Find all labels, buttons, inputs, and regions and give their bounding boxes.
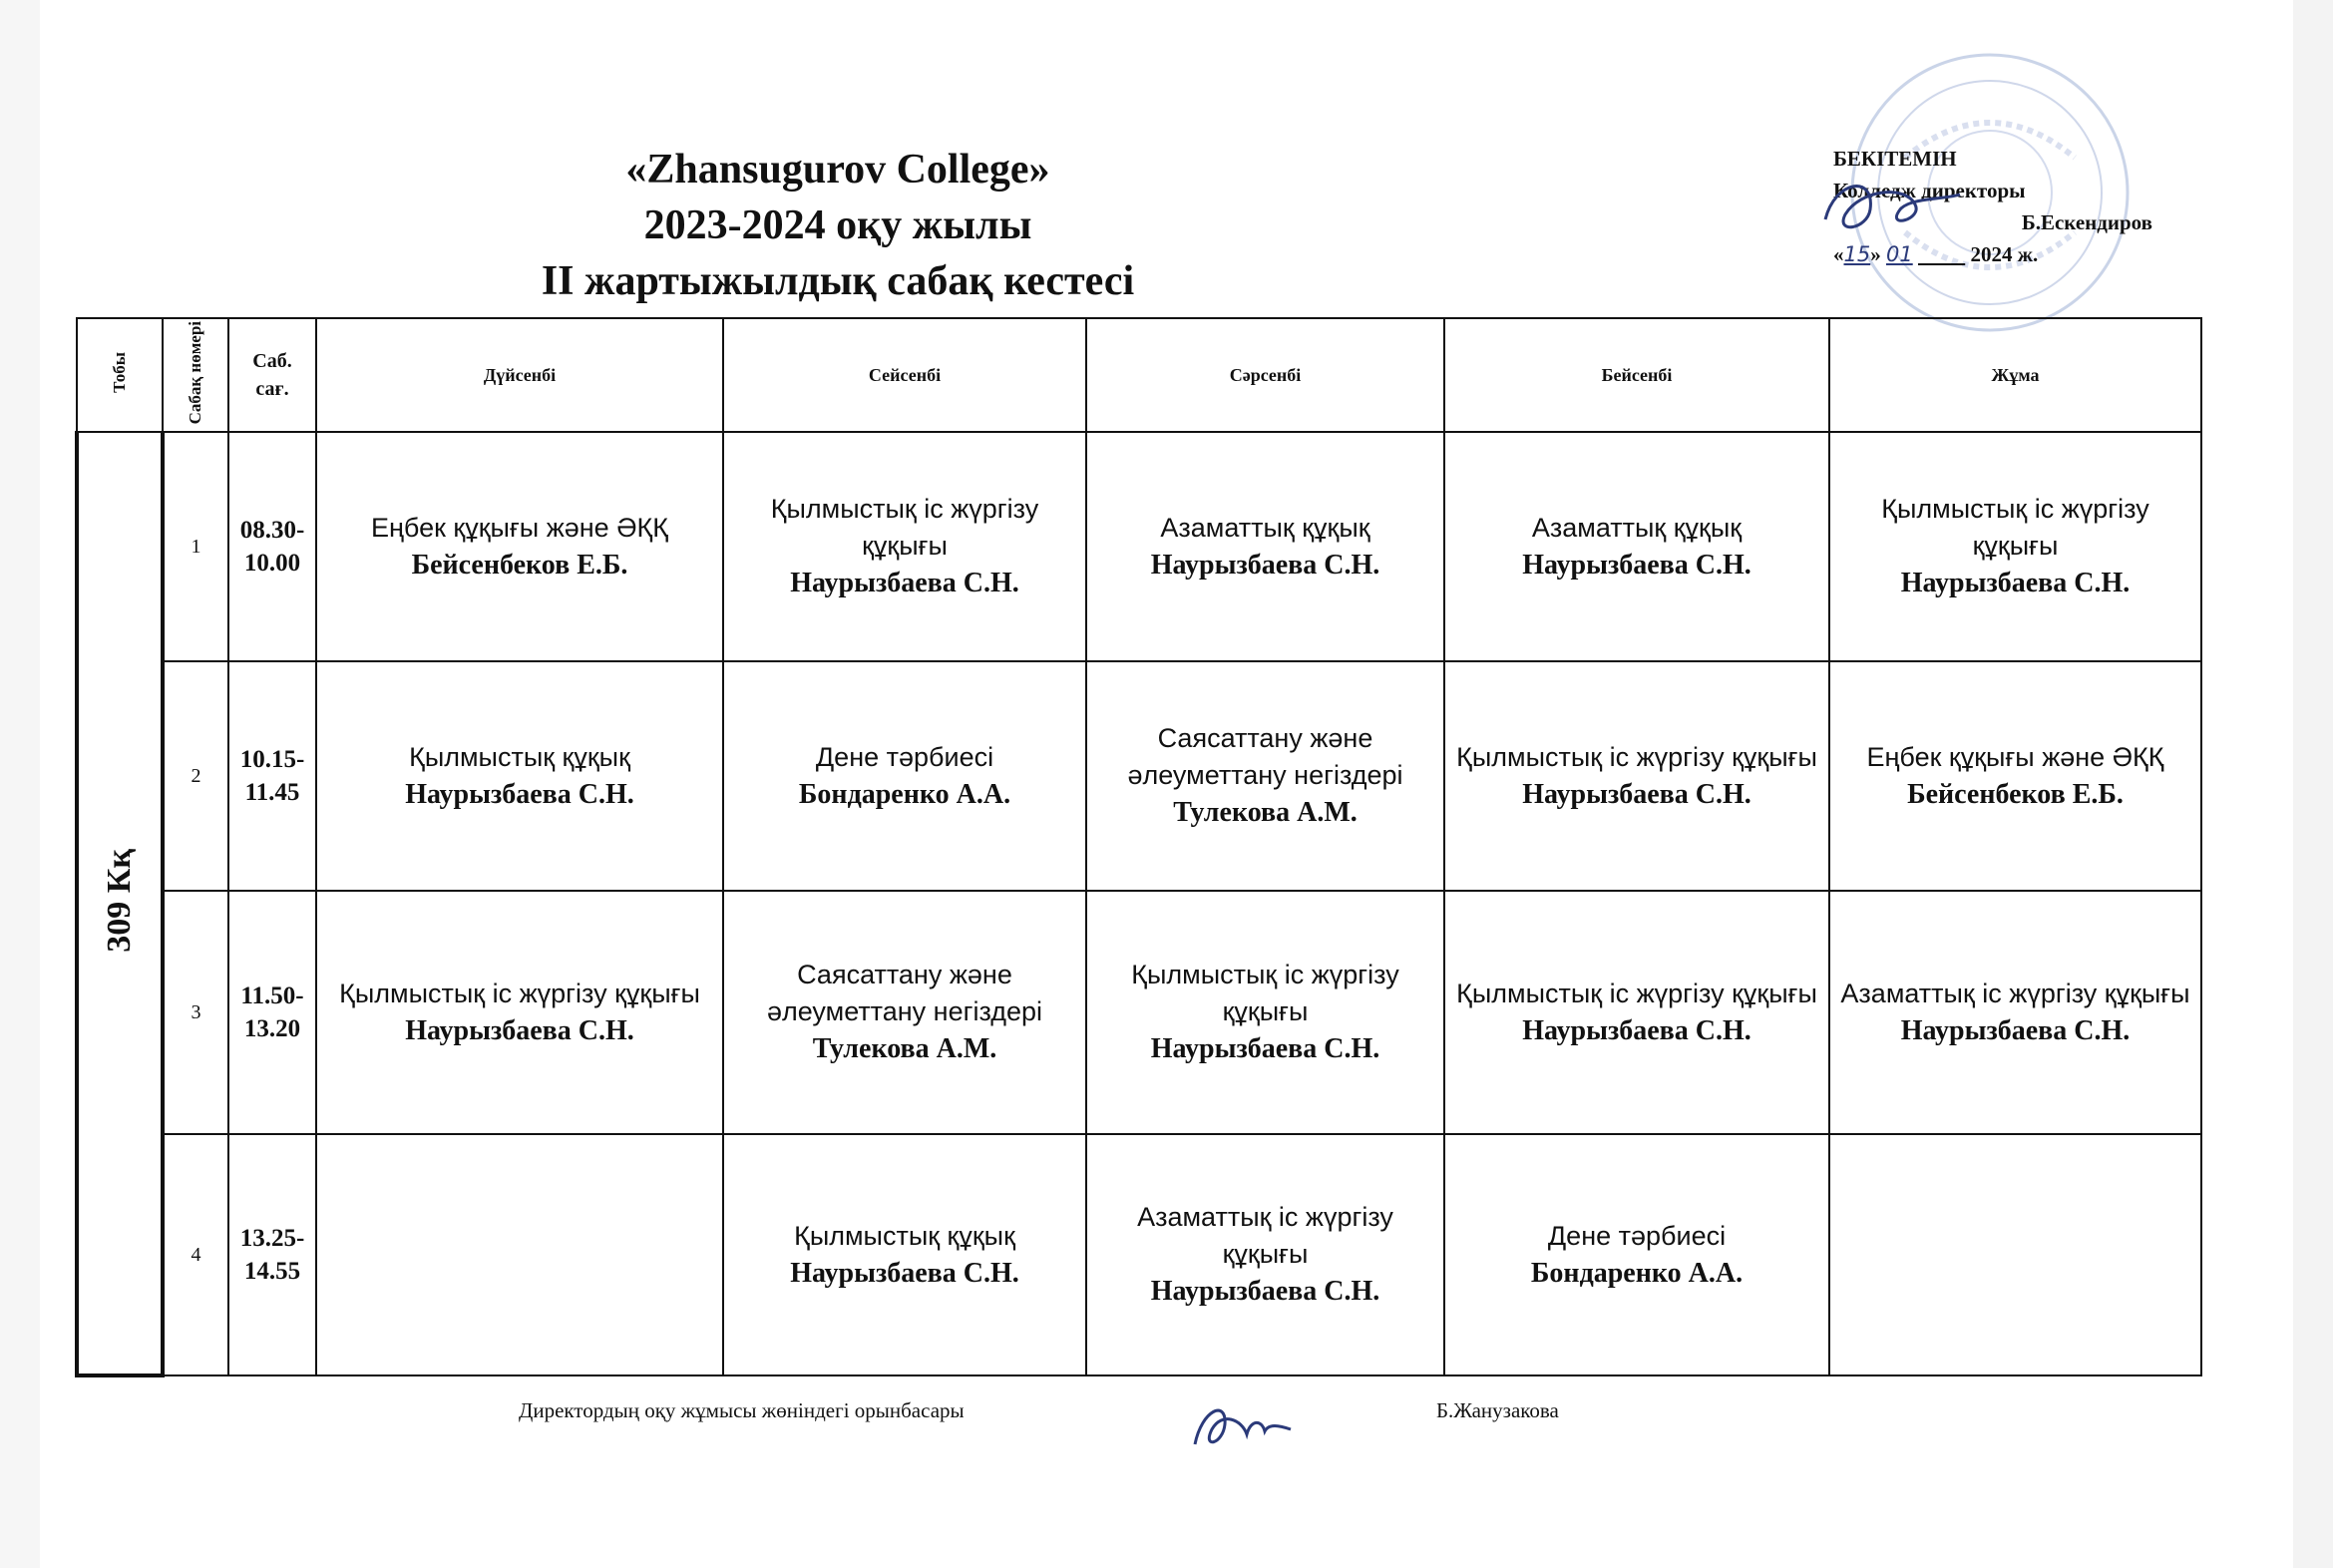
scan-border-right — [2293, 0, 2333, 1568]
schedule-cell: Еңбек құқығы және ӘҚҚ Бейсенбеков Е.Б. — [316, 432, 723, 661]
schedule-cell: Саясаттану және әлеуметтану негіздері Тулекова А.М. — [723, 891, 1086, 1134]
col-header-hours: Саб. сағ. — [228, 318, 316, 432]
schedule-cell: Азаматтық құқық Наурызбаева С.Н. — [1444, 432, 1829, 661]
deputy-name: Б.Жанузакова — [1436, 1398, 1559, 1422]
schedule-cell: Еңбек құқығы және ӘҚҚ Бейсенбеков Е.Б. — [1829, 661, 2201, 891]
group-cell — [77, 432, 163, 1375]
schedule-cell: Азаматтық іс жүргізу құқығы Наурызбаева С.Н. — [1086, 1134, 1444, 1375]
lesson-number: 1 — [163, 432, 228, 661]
table-row — [77, 1134, 2201, 1375]
lesson-time: 13.25-14.55 — [228, 1134, 316, 1375]
deputy-position: Директордың оқу жұмысы жөніндегі орынбасары — [519, 1398, 965, 1422]
lesson-number: 4 — [163, 1134, 228, 1375]
schedule-cell — [316, 1134, 723, 1375]
approval-title: БЕКІТЕМІН — [1833, 147, 1957, 171]
date-month: 01 — [1885, 242, 1913, 266]
semester-title: II жартыжылдық сабақ кестесі — [541, 258, 1135, 304]
group-name: 309 Кқ — [101, 849, 138, 953]
schedule-cell: Қылмыстық іс жүргізу құқығы Наурызбаева С.Н. — [316, 891, 723, 1134]
schedule-cell: Дене тәрбиесі Бондаренко А.А. — [1444, 1134, 1829, 1375]
col-header-wednesday: Сәрсенбі — [1086, 318, 1444, 432]
lesson-time: 11.50-13.20 — [228, 891, 316, 1134]
document-title — [459, 142, 1217, 309]
lesson-number: 2 — [163, 661, 228, 891]
schedule-cell: Саясаттану және әлеуметтану негіздері Тулекова А.М. — [1086, 661, 1444, 891]
scan-border-left — [0, 0, 40, 1568]
schedule-cell: Азаматтық құқық Наурызбаева С.Н. — [1086, 432, 1444, 661]
date-day: 15 — [1843, 242, 1871, 266]
schedule-cell: Қылмыстық іс жүргізу құқығы Наурызбаева С.Н. — [1444, 661, 1829, 891]
schedule-cell: Қылмыстық құқық Наурызбаева С.Н. — [723, 1134, 1086, 1375]
table-row — [77, 891, 2201, 1134]
table-row — [77, 661, 2201, 891]
approval-director-name: Б.Ескендиров — [2021, 210, 2152, 234]
schedule-cell: Қылмыстық құқық Наурызбаева С.Н. — [316, 661, 723, 891]
approval-date: «15» 01 2024 ж. — [1833, 242, 2039, 266]
col-header-thursday: Бейсенбі — [1444, 318, 1829, 432]
table-row — [77, 432, 2201, 661]
header-row — [77, 318, 2201, 432]
schedule-cell: Қылмыстық іс жүргізу құқығы Наурызбаева С.Н. — [1086, 891, 1444, 1134]
approval-position: Колледж директоры — [1833, 179, 2026, 202]
deputy-signature — [1187, 1389, 1297, 1459]
col-header-tuesday: Сейсенбі — [723, 318, 1086, 432]
schedule-cell: Қылмыстық іс жүргізу құқығы Наурызбаева С.Н. — [1829, 432, 2201, 661]
col-header-group: Тобы — [77, 318, 163, 432]
lesson-time: 08.30-10.00 — [228, 432, 316, 661]
college-name: «Zhansugurov College» — [625, 147, 1050, 193]
schedule-table — [75, 317, 2202, 1377]
academic-year: 2023-2024 оқу жылы — [643, 202, 1032, 248]
schedule-cell — [1829, 1134, 2201, 1375]
schedule-cell: Қылмыстық іс жүргізу құқығы Наурызбаева С.Н. — [1444, 891, 1829, 1134]
director-signature — [1815, 170, 1965, 249]
lesson-time: 10.15-11.45 — [228, 661, 316, 891]
col-header-monday: Дүйсенбі — [316, 318, 723, 432]
col-header-friday: Жұма — [1829, 318, 2201, 432]
schedule-cell: Азаматтық іс жүргізу құқығы Наурызбаева С.Н. — [1829, 891, 2201, 1134]
date-year: 2024 ж. — [1970, 242, 2039, 266]
col-header-lesson-number: Сабақ нөмері — [163, 318, 228, 432]
schedule-cell: Қылмыстық іс жүргізу құқығы Наурызбаева С.Н. — [723, 432, 1086, 661]
schedule-cell: Дене тәрбиесі Бондаренко А.А. — [723, 661, 1086, 891]
lesson-number: 3 — [163, 891, 228, 1134]
